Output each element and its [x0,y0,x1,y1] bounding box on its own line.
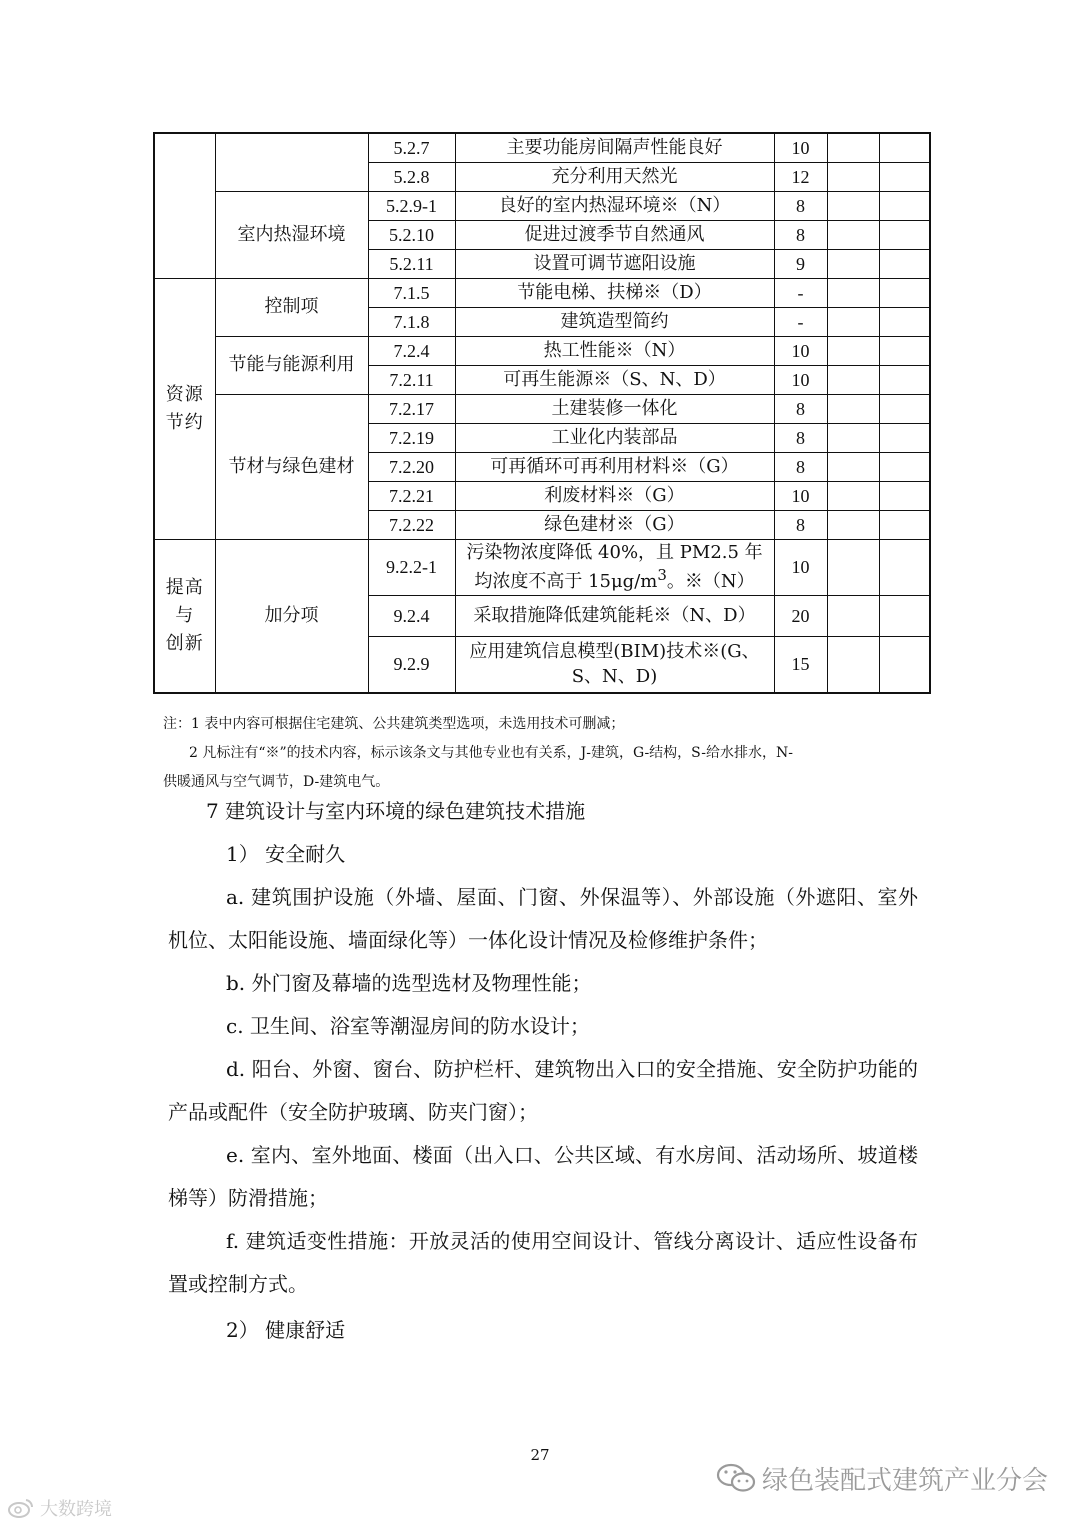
watermark-left [8,1495,112,1523]
blank-cell [827,366,879,395]
clause-item [455,637,774,694]
clause-item: 工业化内装部品 [455,424,774,453]
clause-score: 12 [774,163,827,192]
clause-code: 7.2.22 [368,511,455,540]
clause-code: 7.2.17 [368,395,455,424]
clause-code: 5.2.10 [368,221,455,250]
blank-cell [879,395,930,424]
category-innovation [154,540,215,694]
clause-item-line: 污染物浓度降低 40%，且 PM2.5 年 [466,541,763,563]
clause-score: 20 [774,596,827,637]
clause-score: 8 [774,453,827,482]
table-row [154,540,930,596]
clause-code: 9.2.2-1 [368,540,455,596]
clause-score: 9 [774,250,827,279]
clause-code: 7.2.4 [368,337,455,366]
blank-cell [827,337,879,366]
blank-cell [827,221,879,250]
clause-code: 5.2.8 [368,163,455,192]
clause-code: 7.2.21 [368,482,455,511]
blank-cell [879,250,930,279]
clause-item: 采取措施降低建筑能耗※（N、D） [455,596,774,637]
table-row [154,133,930,163]
clause-item-line: 均浓度不高于 15μg/m [474,571,658,592]
clause-code: 9.2.9 [368,637,455,694]
table-row [154,337,930,366]
clause-item-line: 应用建筑信息模型(BIM)技术※(G、 [469,641,760,663]
clause-score: 10 [774,540,827,596]
blank-cell [879,637,930,694]
blank-cell [879,337,930,366]
clause-code: 7.2.11 [368,366,455,395]
clause-score: 10 [774,366,827,395]
blank-cell [827,596,879,637]
clause-item: 充分利用天然光 [455,163,774,192]
clause-item-line: S、N、D) [571,665,658,687]
category-cell [154,133,215,279]
blank-cell [879,279,930,308]
clause-score: 8 [774,424,827,453]
body-text [168,790,918,1352]
subsection-heading: 2） 健康舒适 [226,1318,346,1342]
blank-cell [879,453,930,482]
blank-cell [879,192,930,221]
clause-code: 9.2.4 [368,596,455,637]
list-item: a. 建筑围护设施（外墙、屋面、门窗、外保温等）、外部设施（外遮阳、室外机位、太阳能设施、墙面绿化等）一体化设计情况及检修维护条件； [168,885,918,952]
clause-score: 10 [774,133,827,163]
clause-item: 设置可调节遮阳设施 [455,250,774,279]
blank-cell [827,424,879,453]
blank-cell [827,395,879,424]
weibo-icon [8,1498,34,1523]
subsection-heading: 1） 安全耐久 [226,842,346,866]
clause-item-line-end: 。※（N） [666,571,755,592]
clause-item: 利废材料※（G） [455,482,774,511]
clause-score: - [774,308,827,337]
blank-cell [879,163,930,192]
subcategory-materials: 节材与绿色建材 [215,395,368,540]
category-resource-saving [154,279,215,540]
clause-score: - [774,279,827,308]
clause-item: 绿色建材※（G） [455,511,774,540]
subcategory-indoor-thermal: 室内热湿环境 [215,192,368,279]
clause-code: 7.2.19 [368,424,455,453]
list-item: b. 外门窗及幕墙的选型选材及物理性能； [226,971,592,995]
clause-item: 促进过渡季节自然通风 [455,221,774,250]
note-2-line-2: 供暖通风与空气调节，D-建筑电气。 [163,774,390,790]
clause-code: 5.2.9-1 [368,192,455,221]
list-item: d. 阳台、外窗、窗台、防护栏杆、建筑物出入口的安全措施、安全防护功能的产品或配件（安全防护玻璃、防夹门窗）； [168,1057,918,1124]
subcategory-bonus-items: 加分项 [215,540,368,694]
watermark-left-text: 大数跨境 [40,1499,112,1520]
clause-code: 7.1.5 [368,279,455,308]
blank-cell [879,221,930,250]
wechat-icon [716,1462,756,1501]
table-notes [163,710,923,797]
blank-cell [879,540,930,596]
section-heading: 7 建筑设计与室内环境的绿色建筑技术措施 [206,799,586,823]
table-row [154,279,930,308]
subcategory-cell [215,133,368,192]
clause-score: 8 [774,192,827,221]
blank-cell [879,424,930,453]
watermark-right [716,1460,1048,1501]
category-line: 创新 [165,632,204,654]
clause-code: 5.2.7 [368,133,455,163]
clause-score: 8 [774,395,827,424]
clause-item: 土建装修一体化 [455,395,774,424]
note-2-line-1: 2 凡标注有“※”的技术内容，标示该条文与其他专业也有关系，J-建筑，G-结构，S-给水排水，N- [189,745,794,761]
blank-cell [827,133,879,163]
blank-cell [827,250,879,279]
blank-cell [879,308,930,337]
blank-cell [827,637,879,694]
blank-cell [827,540,879,596]
evaluation-table-wrapper [153,132,929,694]
list-item: f. 建筑适变性措施：开放灵活的使用空间设计、管线分离设计、适应性设备布置或控制方式。 [168,1229,918,1296]
clause-item: 主要功能房间隔声性能良好 [455,133,774,163]
blank-cell [827,279,879,308]
blank-cell [879,133,930,163]
category-line: 与 [175,605,195,627]
list-item: e. 室内、室外地面、楼面（出入口、公共区域、有水房间、活动场所、坡道楼梯等）防滑措施； [168,1143,918,1210]
blank-cell [879,596,930,637]
table-row [154,192,930,221]
category-line: 提高 [165,577,204,599]
blank-cell [827,482,879,511]
clause-item: 可再生能源※（S、N、D） [455,366,774,395]
blank-cell [827,308,879,337]
blank-cell [827,511,879,540]
clause-score: 8 [774,221,827,250]
blank-cell [879,482,930,511]
evaluation-table [153,132,931,694]
blank-cell [879,511,930,540]
blank-cell [827,163,879,192]
clause-score: 15 [774,637,827,694]
clause-item [455,540,774,596]
category-line: 资源 [165,384,204,406]
clause-item: 建筑造型简约 [455,308,774,337]
note-1: 注：1 表中内容可根据住宅建筑、公共建筑类型选项，未选用技术可删减； [163,716,625,732]
clause-code: 7.1.8 [368,308,455,337]
clause-score: 8 [774,511,827,540]
clause-score: 10 [774,337,827,366]
clause-item: 良好的室内热湿环境※（N） [455,192,774,221]
clause-code: 5.2.11 [368,250,455,279]
clause-item: 热工性能※（N） [455,337,774,366]
table-row [154,395,930,424]
list-item: c. 卫生间、浴室等潮湿房间的防水设计； [226,1014,590,1038]
watermark-right-text: 绿色装配式建筑产业分会 [761,1466,1048,1496]
clause-item: 节能电梯、扶梯※（D） [455,279,774,308]
category-line: 节约 [165,412,204,433]
superscript: 3 [657,566,667,584]
blank-cell [879,366,930,395]
blank-cell [827,453,879,482]
clause-code: 7.2.20 [368,453,455,482]
blank-cell [827,192,879,221]
subcategory-control-items: 控制项 [215,279,368,337]
subcategory-energy-saving: 节能与能源利用 [215,337,368,395]
clause-item: 可再循环可再利用材料※（G） [455,453,774,482]
clause-score: 10 [774,482,827,511]
page-number: 27 [530,1446,550,1464]
